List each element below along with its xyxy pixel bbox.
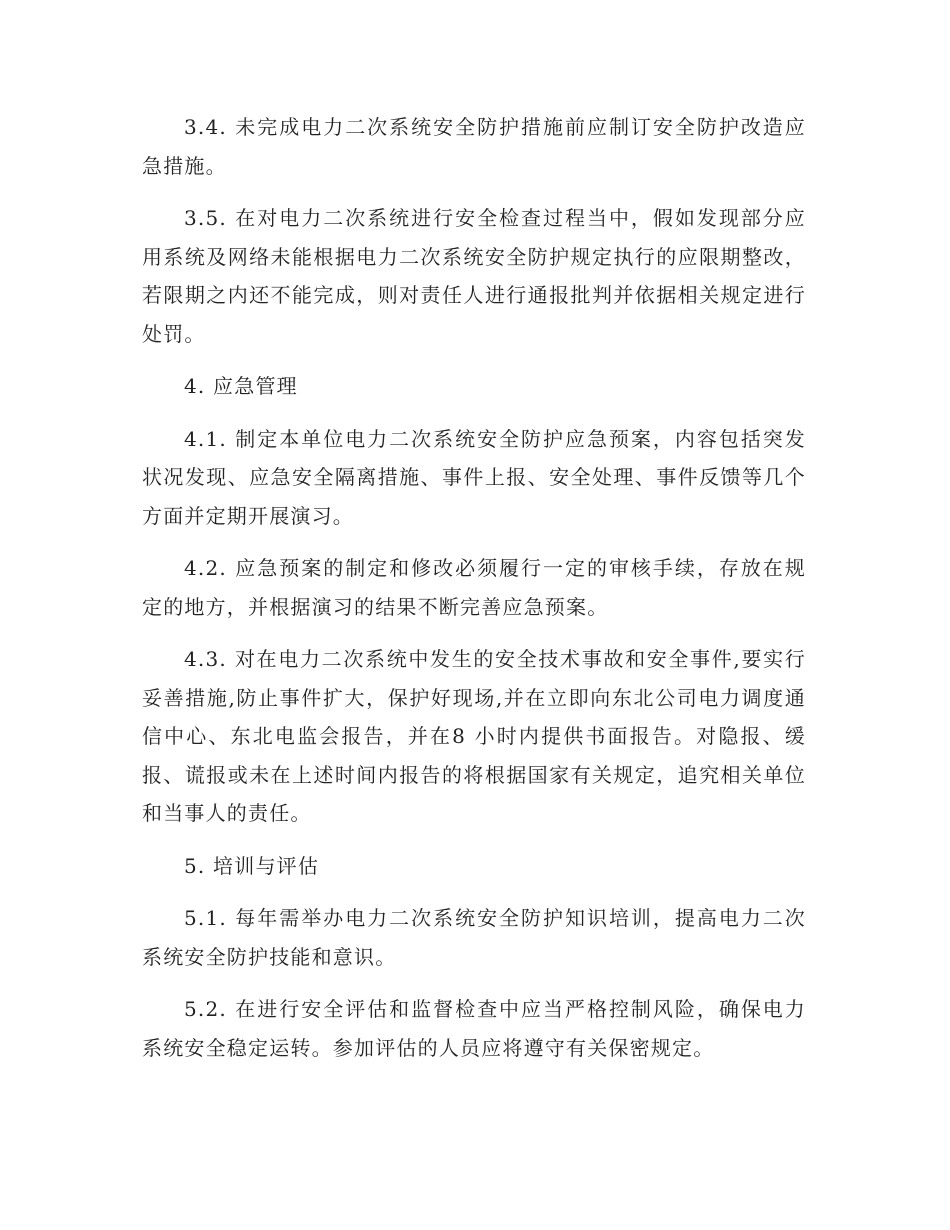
document-body (142, 108, 806, 1081)
paragraph-4-2: 4.2. 应急预案的制定和修改必须履行一定的审核手续，存放在规定的地方，并根据演习的结果不断完善应急预案。 (142, 556, 806, 619)
paragraph-4-3: 4.3. 对在电力二次系统中发生的安全技术事故和安全事件,要实行妥善措施,防止事件扩大，保护好现场,并在立即向东北公司电力调度通信中心、东北电监会报告，并在8 小时内提供书面报告。对隐报、缓报、谎报或未在上述时间内报告的将根据国家有关规定，追究相关单位和当事人的责任。 (142, 647, 806, 825)
section-heading-5: 5. 培训与评估 (184, 853, 320, 878)
paragraph-5-2: 5.2. 在进行安全评估和监督检查中应当严格控制风险，确保电力系统安全稳定运转。参加评估的人员应将遵守有关保密规定。 (142, 997, 806, 1060)
paragraph-3-5: 3.5. 在对电力二次系统进行安全检查过程当中，假如发现部分应用系统及网络未能根据电力二次系统安全防护规定执行的应限期整改，若限期之内还不能完成，则对责任人进行通报批判并依据相关规定进行处罚。 (142, 206, 806, 346)
paragraph-5-1: 5.1. 每年需举办电力二次系统安全防护知识培训，提高电力二次系统安全防护技能和意识。 (142, 906, 806, 969)
section-heading-4: 4. 应急管理 (184, 374, 298, 398)
paragraph-3-4: 3.4. 未完成电力二次系统安全防护措施前应制订安全防护改造应急措施。 (142, 115, 806, 178)
paragraph-4-1: 4.1. 制定本单位电力二次系统安全防护应急预案，内容包括突发状况发现、应急安全隔离措施、事件上报、安全处理、事件反馈等几个方面并定期开展演习。 (142, 426, 806, 528)
